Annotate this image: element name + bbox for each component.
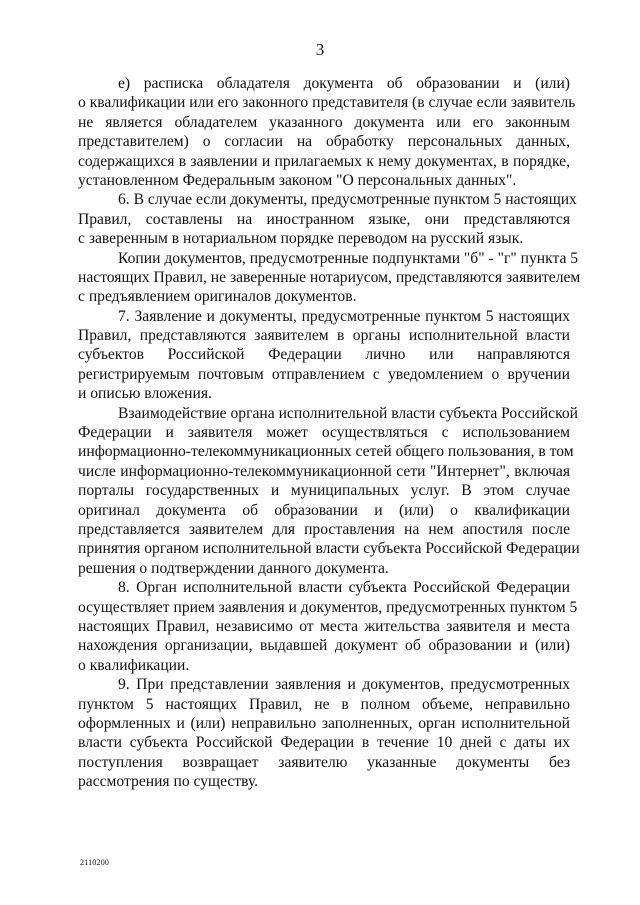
paragraph-line: о квалификации. — [78, 656, 190, 674]
paragraph-line: Федерации и заявителя может осуществляться с использованием — [78, 424, 570, 442]
paragraph-line: Правил, представляются заявителем в органы исполнительной власти — [78, 327, 570, 345]
paragraph-line: 7. Заявление и документы, предусмотренные пунктом 5 настоящих — [118, 307, 570, 325]
paragraph-line: Правил, составлены на иностранном языке, они представляются — [78, 210, 570, 228]
paragraph-e — [78, 74, 576, 190]
paragraph-p6b — [78, 249, 581, 307]
paragraph-line: регистрируемым почтовым отправлением с уведомлением о вручении — [78, 365, 570, 383]
paragraph-line: поступления возвращает заявителю указанные документы без — [78, 753, 570, 771]
paragraph-line: о квалификации или его законного представителя (в случае если заявитель — [78, 94, 576, 112]
paragraph-line: содержащихся в заявлении и прилагаемых к нему документах, в порядке, — [78, 152, 570, 170]
paragraph-line: представляется заявителем для проставления на нем апостиля после — [78, 520, 570, 538]
paragraph-line: с заверенным в нотариальном порядке переводом на русский язык. — [78, 230, 524, 248]
paragraph-line: установленном Федеральным законом "О персональных данных". — [78, 171, 517, 189]
paragraph-line: числе информационно-телекоммуникационной сети "Интернет", включая — [78, 462, 570, 480]
paragraph-line: оформленных и (или) неправильно заполненных, орган исполнительной — [78, 714, 570, 732]
paragraph-line: 9. При представлении заявления и документов, предусмотренных — [118, 676, 570, 694]
document-body — [78, 74, 581, 791]
paragraph-line: представителем) о согласии на обработку персональных данных, — [78, 133, 570, 151]
paragraph-line: порталы государственных и муниципальных услуг. В этом случае — [78, 482, 570, 500]
paragraph-p7 — [78, 307, 570, 404]
paragraph-line: осуществляет прием заявления и документов, предусмотренных пунктом 5 — [78, 598, 578, 616]
paragraph-line: оригинал документа об образовании и (или) о квалификации — [78, 501, 570, 519]
paragraph-line: настоящих Правил, независимо от места жительства заявителя и места — [78, 617, 570, 635]
paragraph-line: 8. Орган исполнительной власти субъекта Российской Федерации — [118, 579, 570, 597]
paragraph-p8 — [78, 578, 578, 675]
paragraph-line: власти субъекта Российской Федерации в течение 10 дней с даты их — [78, 734, 570, 752]
paragraph-line: Копии документов, предусмотренные подпунктами "б" - "г" пункта 5 — [118, 249, 579, 267]
page-number: 3 — [315, 40, 325, 59]
paragraph-line: рассмотрения по существу. — [78, 773, 259, 791]
paragraph-line: пунктом 5 настоящих Правил, не в полном объеме, неправильно — [78, 695, 570, 713]
paragraph-line: с предъявлением оригиналов документов. — [78, 288, 357, 306]
paragraph-p6 — [78, 190, 577, 248]
paragraph-line: Взаимодействие органа исполнительной власти субъекта Российской — [118, 404, 578, 422]
paragraph-line: нахождения организации, выдавшей документ об образовании и (или) — [78, 637, 570, 655]
paragraph-p9 — [78, 675, 570, 791]
paragraph-p7b — [78, 404, 580, 579]
paragraph-line: настоящих Правил, не заверенные нотариусом, представляются заявителем — [78, 268, 581, 286]
paragraph-line: е) расписка обладателя документа об образовании и (или) — [118, 75, 570, 92]
paragraph-line: 6. В случае если документы, предусмотренные пунктом 5 настоящих — [118, 191, 577, 209]
footer-document-code: 2110200 — [80, 858, 110, 867]
paragraph-line: решения о подтверждении данного документа. — [78, 559, 389, 577]
paragraph-line: принятия органом исполнительной власти субъекта Российской Федерации — [78, 540, 580, 558]
paragraph-line: субъектов Российской Федерации лично или направляются — [78, 346, 570, 364]
paragraph-line: информационно-телекоммуникационных сетей общего пользования, в том — [78, 443, 574, 461]
paragraph-line: не является обладателем указанного документа или его законным — [78, 113, 570, 131]
paragraph-line: и описью вложения. — [78, 385, 212, 403]
